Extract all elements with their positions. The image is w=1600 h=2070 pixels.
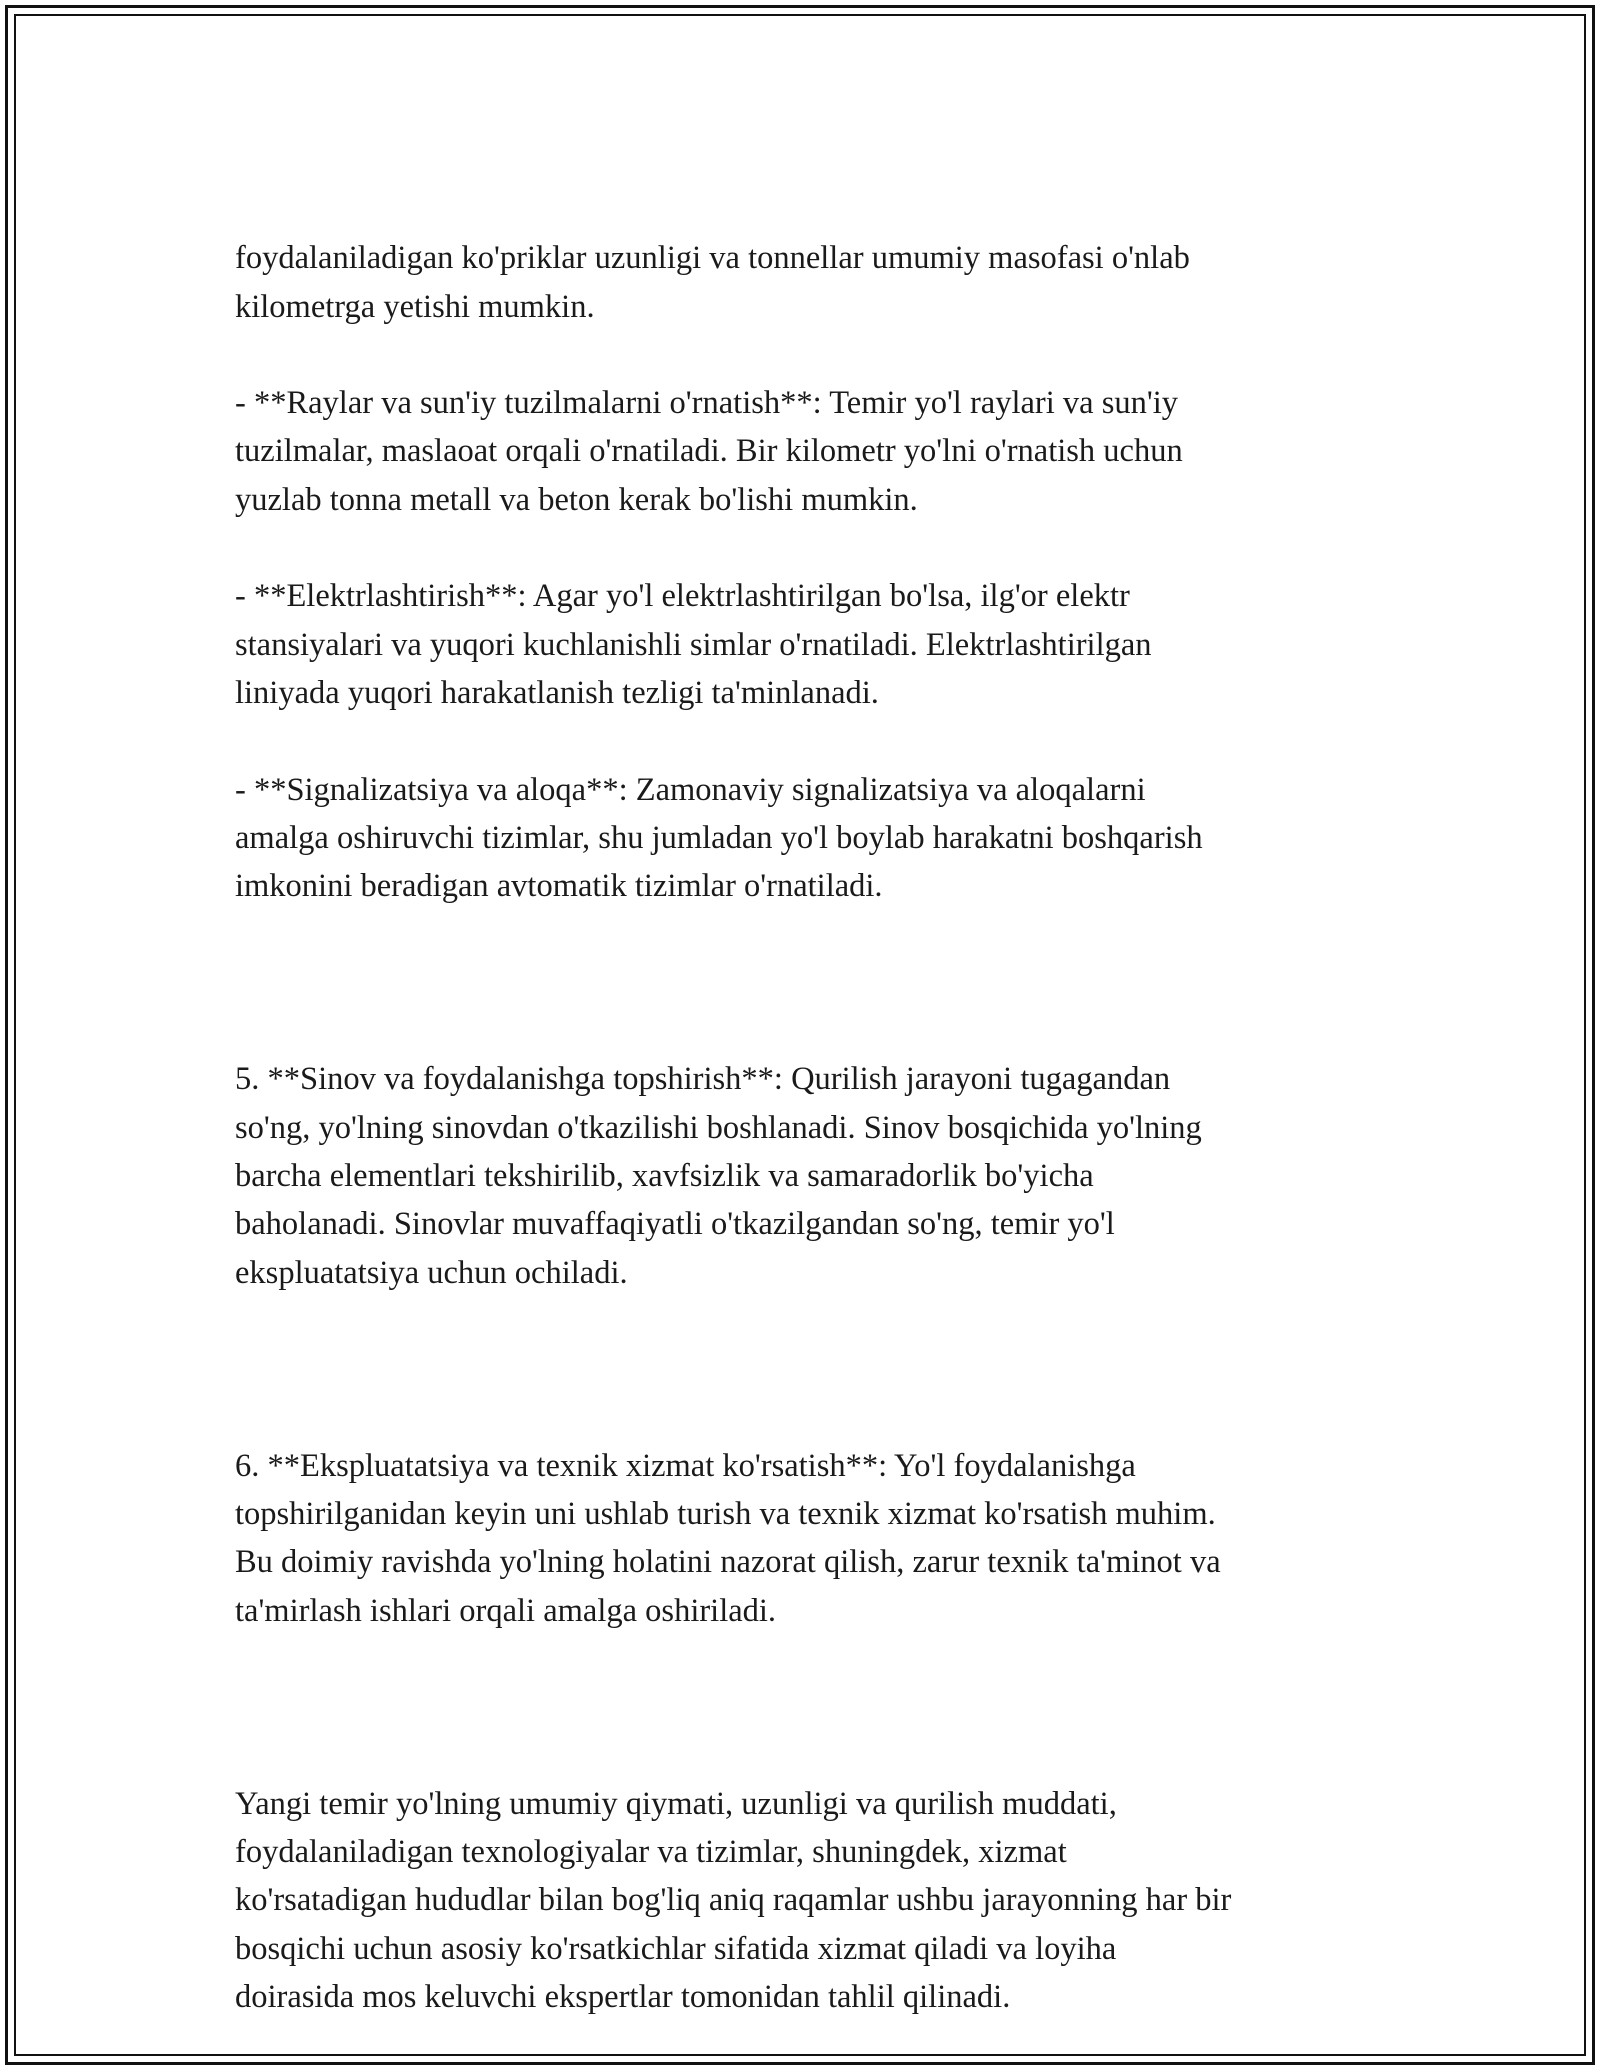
paragraph-spacer [235,1683,1395,1731]
paragraph-spacer [235,1345,1395,1393]
paragraph-summary: Yangi temir yo'lning umumiy qiymati, uzunligi va qurilish muddati, foydalaniladigan texnologiyalar va tizimlar, shuningdek, xizmat ko'rsatadigan hududlar bilan bog'liq aniq raqamlar ushbu jarayonning har bir bosqichi uchun asosiy ko'rsatkichlar sifatida xizmat qiladi va loyiha doirasida mos keluvchi ekspertlar tomonidan tahlil qilinadi. [235,1785,1232,2015]
paragraph-testing-commissioning: 5. **Sinov va foydalanishga topshirish**: Qurilish jarayoni tugagandan so'ng, yo'lning sinovdan o'tkazilishi boshlanadi. Sinov bosqichida yo'lning barcha elementlari tekshirilib, xavfsizlik va samaradorlik bo'yicha baholanadi. Sinovlar muvaffaqiyatli o'tkazilgandan so'ng, temir yo'l ekspluatatsiya uchun ochiladi. [235,1061,1202,1291]
paragraph-signalling: - **Signalizatsiya va aloqa**: Zamonaviy signalizatsiya va aloqalarni amalga oshiruvchi tizimlar, shu jumladan yo'l boylab harakatni boshqarish imkonini beradigan avtomatik tizimlar o'rnatiladi. [235,771,1203,905]
paragraph-operation-maintenance: 6. **Ekspluatatsiya va texnik xizmat ko'rsatish**: Yo'l foydalanishga topshirilganidan keyin uni ushlab turish va texnik xizmat ko'rsatish muhim. Bu doimiy ravishda yo'lning holatini nazorat qilish, zarur texnik ta'minot va ta'mirlash ishlari orqali amalga oshiriladi. [235,1447,1221,1629]
paragraph-rails: - **Raylar va sun'iy tuzilmalarni o'rnatish**: Temir yo'l raylari va sun'iy tuzilmalar, maslaoat orqali o'rnatiladi. Bir kilometr yo'lni o'rnatish uchun yuzlab tonna metall va beton kerak bo'lishi mumkin. [235,385,1183,518]
paragraph-bridges-tunnels: foydalaniladigan ko'priklar uzunligi va tonnellar umumiy masofasi o'nlab kilometrga yetishi mumkin. [235,240,1190,325]
paragraph-electrification: - **Elektrlashtirish**: Agar yo'l elektrlashtirilgan bo'lsa, ilg'or elektr stansiyalari va yuqori kuchlanishli simlar o'rnatiladi. Elektrlashtirilgan liniyada yuqori harakatlanish tezligi ta'minlanadi. [235,578,1152,711]
document-body [235,186,1395,2070]
paragraph-spacer [235,959,1395,1007]
